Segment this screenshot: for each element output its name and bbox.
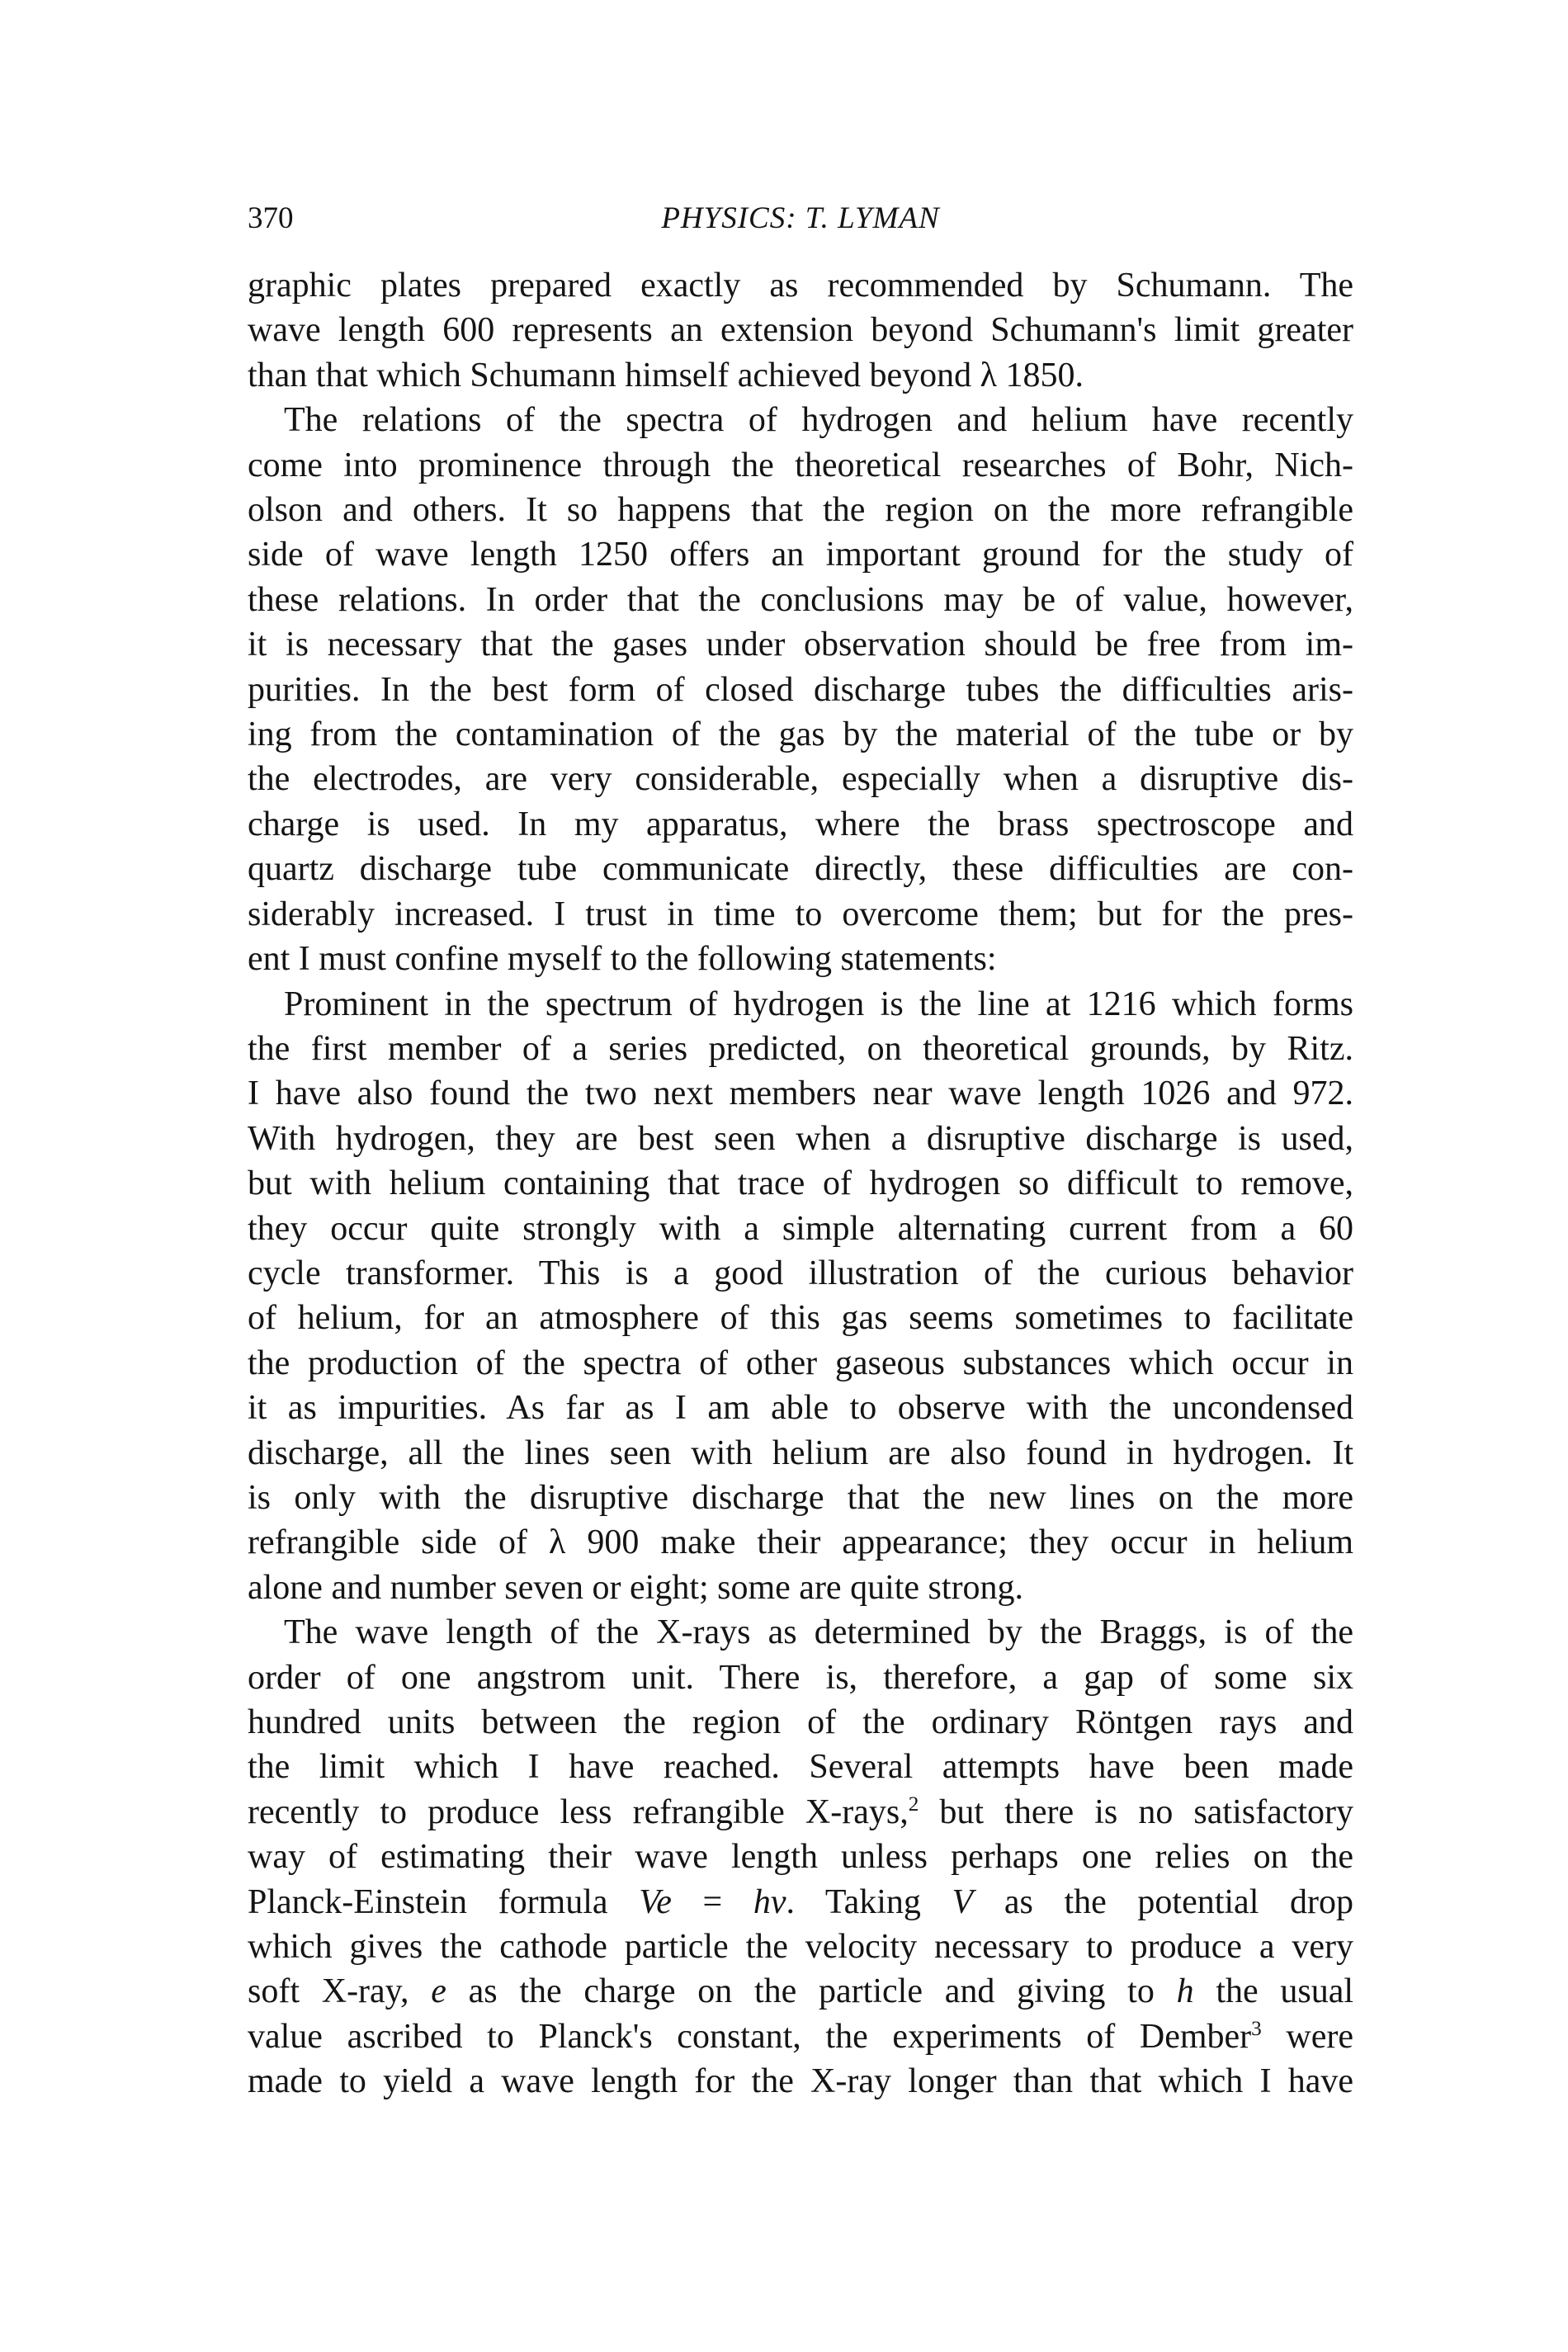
text-line-with-vars (248, 1969, 1353, 2014)
text-line: it as impurities. As far as I am able to observe with the uncondensed (248, 1389, 1353, 1428)
formula-equals: = (671, 1882, 753, 1921)
text-line: siderably increased. I trust in time to overcome them; but for the pres- (248, 895, 1353, 933)
text-line: ent I must confine myself to the following statements: (248, 940, 997, 979)
text-line: they occur quite strongly with a simple alternating current from a 60 (248, 1209, 1353, 1248)
text-line-with-footnote (248, 2014, 1353, 2059)
text-line: The wave length of the X-rays as determined by the Braggs, is of the (284, 1613, 1353, 1652)
text-line: way of estimating their wave length unless perhaps one relies on the (248, 1838, 1353, 1877)
text-segment: value ascribed to Planck's constant, the experiments of Dember (248, 2017, 1252, 2056)
text-line: but with helium containing that trace of hydrogen so difficult to remove, (248, 1164, 1353, 1203)
text-line-with-footnote (248, 1790, 1353, 1835)
text-line: purities. In the best form of closed discharge tubes the difficulties aris- (248, 670, 1353, 709)
text-line: the production of the spectra of other gaseous substances which occur in (248, 1344, 1353, 1382)
text-line: With hydrogen, they are best seen when a disruptive discharge is used, (248, 1119, 1353, 1158)
text-line: is only with the disruptive discharge that the new lines on the more (248, 1478, 1353, 1517)
text-line: alone and number seven or eight; some are quite strong. (248, 1568, 1024, 1607)
paragraph-continuation (248, 263, 1353, 398)
text-line: the limit which I have reached. Several attempts have been made (248, 1748, 1353, 1787)
math-var: e (431, 1972, 446, 2011)
text-line: the electrodes, are very considerable, especially when a disruptive dis- (248, 760, 1353, 799)
text-line: these relations. In order that the conclusions may be of value, however, (248, 580, 1353, 619)
text-line: come into prominence through the theoretical researches of Bohr, Nich- (248, 446, 1353, 484)
text-line: made to yield a wave length for the X-ray longer than that which I have (248, 2062, 1353, 2101)
text-line: side of wave length 1250 offers an important ground for the study of (248, 536, 1353, 574)
text-line: which gives the cathode particle the velocity necessary to produce a very (248, 1928, 1353, 1967)
text-line: order of one angstrom unit. There is, therefore, a gap of some six (248, 1658, 1353, 1697)
footnote-ref: 3 (1251, 2017, 1262, 2040)
text-line: ing from the contamination of the gas by the material of the tube or by (248, 716, 1353, 754)
text-line: the first member of a series predicted, on theoretical grounds, by Ritz. (248, 1029, 1353, 1068)
text-line: refrangible side of λ 900 make their appearance; they occur in helium (248, 1523, 1353, 1562)
paragraph-relations (248, 398, 1353, 981)
text-line: cycle transformer. This is a good illustration of the curious behavior (248, 1254, 1353, 1292)
running-head (248, 194, 1353, 243)
text-line: hundred units between the region of the ordinary Röntgen rays and (248, 1703, 1353, 1741)
text-segment: were (1286, 2017, 1353, 2056)
text-line-with-formula (248, 1880, 1353, 1925)
formula-var: Ve (639, 1882, 672, 1921)
text-line: Prominent in the spectrum of hydrogen is the line at 1216 which forms (284, 985, 1353, 1023)
text-line: The relations of the spectra of hydrogen and helium have recently (284, 401, 1353, 440)
math-var: h (1176, 1972, 1194, 2011)
paragraph-xrays (248, 1610, 1353, 2104)
formula-var: hv (753, 1882, 786, 1921)
text-line: wave length 600 represents an extension beyond Schumann's limit greater (248, 311, 1353, 350)
text-line: olson and others. It so happens that the region on the more refrangible (248, 491, 1353, 530)
text-line: graphic plates prepared exactly as recommended by Schumann. The (248, 267, 1353, 305)
page-content (248, 194, 1353, 2104)
footnote-ref: 2 (908, 1792, 919, 1816)
running-title: PHYSICS: T. LYMAN (661, 201, 940, 235)
text-segment: as the potential drop (973, 1882, 1353, 1921)
text-line: quartz discharge tube communicate directly, these difficulties are con- (248, 850, 1353, 889)
text-segment: but there is no satisfactory (939, 1792, 1354, 1831)
text-line: charge is used. In my apparatus, where the brass spectroscope and (248, 805, 1353, 843)
text-segment: as the charge on the particle and giving to (446, 1972, 1177, 2011)
text-line: than that which Schumann himself achieved beyond λ 1850. (248, 356, 1084, 394)
text-segment: soft X-ray, (248, 1972, 432, 2011)
math-var: V (952, 1882, 974, 1921)
text-segment: the usual (1193, 1972, 1354, 2011)
text-segment: recently to produce less refrangible X-rays, (248, 1792, 909, 1831)
text-line: it is necessary that the gases under observation should be free from im- (248, 626, 1353, 664)
text-line: I have also found the two next members near wave length 1026 and 972. (248, 1074, 1353, 1113)
paragraph-hydrogen (248, 982, 1353, 1611)
text-segment: . Taking (786, 1882, 952, 1921)
article-body (248, 263, 1353, 2104)
text-line: of helium, for an atmosphere of this gas seems sometimes to facilitate (248, 1299, 1353, 1338)
page-number: 370 (248, 201, 294, 235)
text-line: discharge, all the lines seen with helium are also found in hydrogen. It (248, 1433, 1353, 1472)
text-segment: Planck-Einstein formula (248, 1882, 640, 1921)
